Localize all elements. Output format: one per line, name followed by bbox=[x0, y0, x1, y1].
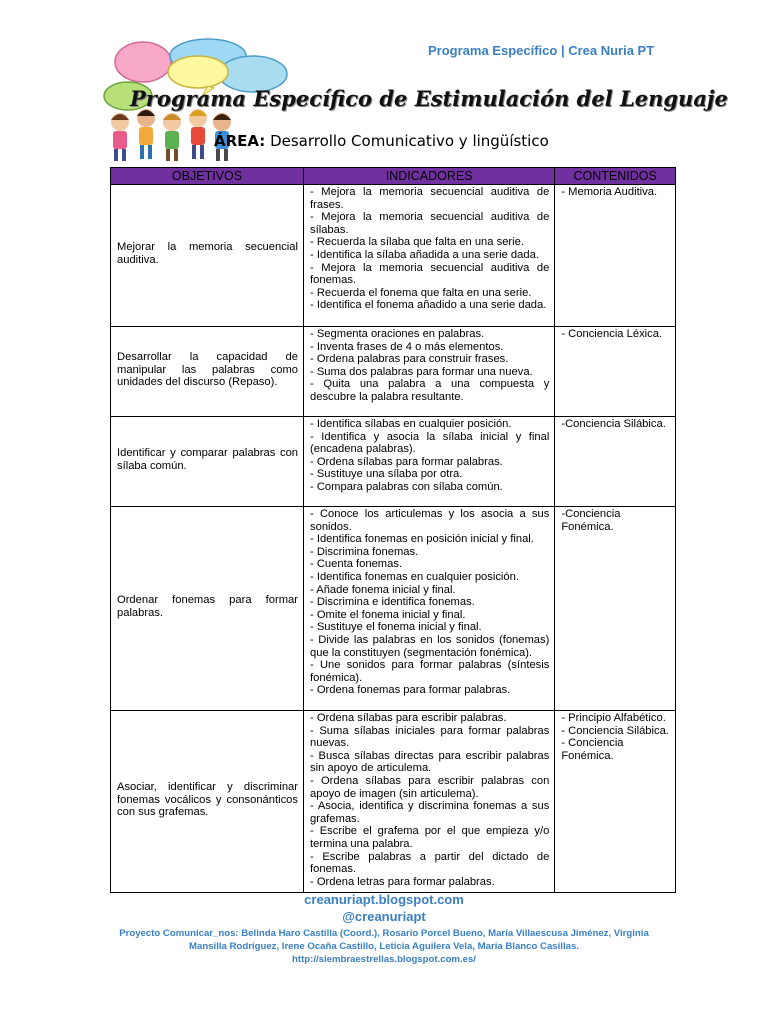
indicator-item: - Identifica el fonema añadido a una serie dada. bbox=[310, 299, 547, 312]
contents-cell bbox=[555, 417, 676, 507]
indicator-item: - Mejora la memoria secuencial auditiva de frases. bbox=[310, 186, 550, 211]
contents-cell bbox=[555, 711, 676, 893]
table-row bbox=[111, 507, 676, 711]
indicator-item: - Ordena palabras para construir frases. bbox=[310, 353, 509, 366]
objective-cell: Identificar y comparar palabras con sílaba común. bbox=[111, 417, 304, 507]
table-row bbox=[111, 417, 676, 507]
indicator-item: - Identifica fonemas en cualquier posición. bbox=[310, 570, 519, 583]
indicator-item: - Ordena sílabas para escribir palabras con apoyo de imagen (sin articulema). bbox=[310, 774, 550, 800]
footer-blog[interactable]: creanuriapt.blogspot.com bbox=[304, 892, 464, 907]
contents-cell bbox=[555, 327, 676, 417]
area-value: Desarrollo Comunicativo y lingüístico bbox=[265, 132, 549, 150]
indicator-item: - Añade fonema inicial y final. bbox=[310, 583, 456, 596]
indicator-item: - Identifica fonemas en posición inicial y final. bbox=[310, 533, 534, 546]
indicator-item: - Ordena sílabas para escribir palabras. bbox=[310, 712, 507, 724]
objective-cell: Asociar, identificar y discriminar fonemas vocálicos y consonánticos con sus grafemas. bbox=[111, 711, 304, 893]
indicator-item: - Sustituye el fonema inicial y final. bbox=[310, 621, 482, 634]
indicator-item: - Compara palabras con sílaba común. bbox=[310, 480, 503, 493]
indicator-item: - Omite el fonema inicial y final. bbox=[310, 608, 466, 621]
content-item: - Conciencia Fonémica. bbox=[561, 737, 624, 762]
column-header-indicadores: INDICADORES bbox=[304, 168, 555, 185]
indicator-item: - Divide las palabras en los sonidos (fonemas) que la constituyen (segmentación fonémica). bbox=[310, 633, 550, 659]
indicator-item: - Ordena fonemas para formar palabras. bbox=[310, 684, 511, 697]
indicator-item: - Une sonidos para formar palabras (síntesis fonémica). bbox=[310, 659, 550, 684]
indicators-cell bbox=[304, 327, 555, 417]
program-table bbox=[110, 167, 676, 893]
content-item: -Conciencia Silábica. bbox=[561, 418, 666, 430]
indicator-item: - Escribe el grafema por el que empieza y/o termina una palabra. bbox=[310, 825, 550, 850]
indicator-item: - Inventa frases de 4 o más elementos. bbox=[310, 340, 504, 353]
area-label: ÁREA: bbox=[214, 132, 266, 150]
indicator-item: - Discrimina e identifica fonemas. bbox=[310, 596, 475, 609]
content-item: -Conciencia Fonémica. bbox=[561, 508, 621, 533]
indicators-cell bbox=[304, 185, 555, 327]
indicator-item: - Busca sílabas directas para escribir palabras sin apoyo de articulema. bbox=[310, 749, 550, 775]
content-item: - Principio Alfabético. bbox=[561, 712, 666, 724]
column-header-contenidos: CONTENIDOS bbox=[555, 168, 676, 185]
indicator-item: - Asocia, identifica y discrimina fonemas a sus grafemas. bbox=[310, 800, 550, 825]
indicator-item: - Identifica la sílaba añadida a una serie dada. bbox=[310, 248, 539, 261]
header-site-label: Programa Específico | Crea Nuria PT bbox=[428, 43, 655, 58]
indicator-item: - Ordena sílabas para formar palabras. bbox=[310, 455, 503, 468]
indicator-item: - Quita una palabra a una compuesta y descubre la palabra resultante. bbox=[310, 378, 550, 403]
indicator-item: - Recuerda la sílaba que falta en una serie. bbox=[310, 236, 524, 249]
table-row bbox=[111, 711, 676, 893]
content-item: - Conciencia Silábica. bbox=[561, 724, 669, 737]
contents-cell bbox=[555, 185, 676, 327]
objective-cell: Ordenar fonemas para formar palabras. bbox=[111, 507, 304, 711]
table-header-row bbox=[111, 168, 676, 185]
area-heading bbox=[214, 132, 549, 150]
contents-cell bbox=[555, 507, 676, 711]
table-row bbox=[111, 327, 676, 417]
indicator-item: - Escribe palabras a partir del dictado de fonemas. bbox=[310, 850, 550, 876]
indicator-item: - Mejora la memoria secuencial auditiva de sílabas. bbox=[310, 211, 550, 236]
credits-text: Proyecto Comunicar_nos: Belinda Haro Castilla (Coord.), Rosario Porcel Bueno, María Villaescusa Jiménez, Virginia Mansilla Rodríguez, Irene Ocaña Castillo, Leticia Aguilera Vela, María Blanco Casillas. bbox=[119, 928, 649, 952]
document-title: Programa Específico de Estimulación del Lenguaje bbox=[130, 86, 728, 111]
footer-handle: @creanuriapt bbox=[342, 909, 426, 924]
indicator-item: - Segmenta oraciones en palabras. bbox=[310, 328, 485, 340]
column-header-objetivos: OBJETIVOS bbox=[111, 168, 304, 185]
footer-credits bbox=[110, 927, 658, 966]
indicator-item: - Discrimina fonemas. bbox=[310, 545, 419, 558]
content-item: - Conciencia Léxica. bbox=[561, 328, 663, 340]
indicator-item: - Identifica y asocia la sílaba inicial y final (encadena palabras). bbox=[310, 430, 550, 456]
indicator-item: - Cuenta fonemas. bbox=[310, 558, 403, 571]
indicator-item: - Suma dos palabras para formar una nueva. bbox=[310, 365, 533, 378]
objective-cell: Mejorar la memoria secuencial auditiva. bbox=[111, 185, 304, 327]
content-item: - Memoria Auditiva. bbox=[561, 186, 658, 198]
indicator-item: - Suma sílabas iniciales para formar palabras nuevas. bbox=[310, 724, 550, 750]
indicator-item: - Identifica sílabas en cualquier posición. bbox=[310, 418, 512, 430]
indicators-cell bbox=[304, 417, 555, 507]
table-row bbox=[111, 185, 676, 327]
indicators-cell bbox=[304, 711, 555, 893]
indicators-cell bbox=[304, 507, 555, 711]
indicator-item: - Conoce los articulemas y los asocia a sus sonidos. bbox=[310, 508, 550, 533]
indicator-item: - Mejora la memoria secuencial auditiva de fonemas. bbox=[310, 261, 550, 287]
objective-cell: Desarrollar la capacidad de manipular las palabras como unidades del discurso (Repaso). bbox=[111, 327, 304, 417]
credits-url[interactable]: http://siembraestrellas.blogspot.com.es/ bbox=[292, 954, 476, 965]
indicator-item: - Sustituye una sílaba por otra. bbox=[310, 468, 463, 481]
indicator-item: - Recuerda el fonema que falta en una serie. bbox=[310, 286, 532, 299]
indicator-item: - Ordena letras para formar palabras. bbox=[310, 875, 495, 888]
